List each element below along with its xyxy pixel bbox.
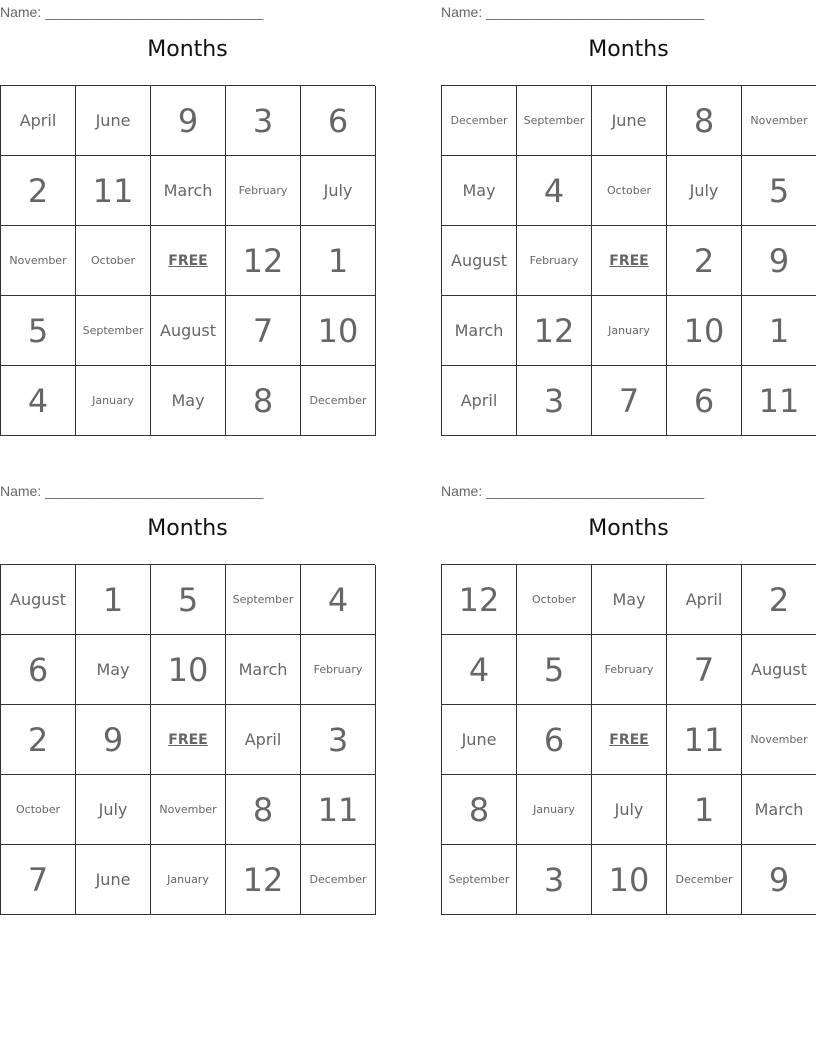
free-space: FREE [592, 226, 667, 296]
card-title: Months [147, 37, 228, 62]
bingo-cell: 2 [667, 226, 742, 296]
free-space: FREE [592, 705, 667, 775]
card-title: Months [147, 516, 228, 541]
bingo-cell: August [151, 296, 226, 366]
bingo-cell: 3 [226, 86, 301, 156]
bingo-cell: 4 [517, 156, 592, 226]
bingo-cell: 7 [592, 366, 667, 436]
bingo-cell: July [592, 775, 667, 845]
bingo-cell: 11 [301, 775, 376, 845]
bingo-grid [0, 564, 375, 915]
bingo-cell: 10 [592, 845, 667, 915]
bingo-cell: May [442, 156, 517, 226]
bingo-cell: 12 [226, 845, 301, 915]
bingo-cell: 10 [667, 296, 742, 366]
bingo-cell: 6 [1, 635, 76, 705]
bingo-cell: August [1, 565, 76, 635]
bingo-cell: November [151, 775, 226, 845]
bingo-cell: June [76, 86, 151, 156]
bingo-cell: October [1, 775, 76, 845]
bingo-cell: July [76, 775, 151, 845]
bingo-cell: June [76, 845, 151, 915]
bingo-cell: 6 [667, 366, 742, 436]
card-title: Months [588, 516, 669, 541]
bingo-cell: 3 [517, 366, 592, 436]
bingo-card-4 [441, 481, 816, 915]
bingo-cell: February [517, 226, 592, 296]
name-field-label: Name: ____________________________ [0, 483, 264, 499]
bingo-cell: 6 [301, 86, 376, 156]
bingo-cell: April [442, 366, 517, 436]
bingo-cell: 12 [517, 296, 592, 366]
bingo-grid [441, 85, 816, 436]
bingo-cell: May [592, 565, 667, 635]
free-space: FREE [151, 226, 226, 296]
bingo-cell: 5 [742, 156, 816, 226]
bingo-cell: 5 [151, 565, 226, 635]
bingo-cell: 7 [1, 845, 76, 915]
name-field-label: Name: ____________________________ [441, 4, 705, 20]
bingo-cell: 9 [76, 705, 151, 775]
bingo-cell: 5 [517, 635, 592, 705]
name-field-label: Name: ____________________________ [441, 483, 705, 499]
bingo-cell: November [1, 226, 76, 296]
bingo-cell: 12 [442, 565, 517, 635]
bingo-cell: April [667, 565, 742, 635]
bingo-cell: 10 [301, 296, 376, 366]
bingo-cell: 5 [1, 296, 76, 366]
bingo-cell: September [76, 296, 151, 366]
bingo-cell: January [592, 296, 667, 366]
bingo-cell: October [76, 226, 151, 296]
bingo-cell: 7 [226, 296, 301, 366]
bingo-cell: October [592, 156, 667, 226]
free-space: FREE [151, 705, 226, 775]
bingo-grid [0, 85, 375, 436]
bingo-cell: 3 [517, 845, 592, 915]
bingo-cell: 2 [742, 565, 816, 635]
bingo-cell: 8 [667, 86, 742, 156]
bingo-cell: December [442, 86, 517, 156]
card-title: Months [588, 37, 669, 62]
bingo-cell: 9 [742, 226, 816, 296]
bingo-cell: January [151, 845, 226, 915]
bingo-cell: 3 [301, 705, 376, 775]
bingo-cell: June [442, 705, 517, 775]
bingo-cell: 8 [226, 366, 301, 436]
bingo-cell: 11 [76, 156, 151, 226]
bingo-cell: November [742, 86, 816, 156]
bingo-cell: 12 [226, 226, 301, 296]
bingo-cell: February [592, 635, 667, 705]
bingo-cell: December [301, 366, 376, 436]
bingo-cell: 7 [667, 635, 742, 705]
bingo-cell: December [667, 845, 742, 915]
bingo-cell: March [442, 296, 517, 366]
bingo-cell: 4 [442, 635, 517, 705]
bingo-cell: 1 [76, 565, 151, 635]
bingo-cell: April [1, 86, 76, 156]
bingo-cell: September [226, 565, 301, 635]
bingo-cell: 11 [742, 366, 816, 436]
bingo-cell: October [517, 565, 592, 635]
bingo-cell: February [301, 635, 376, 705]
bingo-cell: 9 [742, 845, 816, 915]
bingo-card-1 [0, 2, 375, 436]
bingo-card-2 [441, 2, 816, 436]
bingo-cell: 4 [1, 366, 76, 436]
bingo-cell: July [301, 156, 376, 226]
bingo-cell: 1 [301, 226, 376, 296]
bingo-cell: 8 [226, 775, 301, 845]
bingo-cell: September [517, 86, 592, 156]
bingo-cell: September [442, 845, 517, 915]
bingo-cell: February [226, 156, 301, 226]
bingo-cell: May [76, 635, 151, 705]
bingo-cell: 2 [1, 156, 76, 226]
bingo-cell: 2 [1, 705, 76, 775]
bingo-cell: 1 [742, 296, 816, 366]
bingo-cell: 9 [151, 86, 226, 156]
bingo-cell: 4 [301, 565, 376, 635]
bingo-cell: 1 [667, 775, 742, 845]
bingo-cell: April [226, 705, 301, 775]
bingo-cell: January [517, 775, 592, 845]
bingo-cell: 8 [442, 775, 517, 845]
bingo-cell: June [592, 86, 667, 156]
name-field-label: Name: ____________________________ [0, 4, 264, 20]
bingo-cell: March [151, 156, 226, 226]
bingo-cell: August [442, 226, 517, 296]
bingo-cell: March [742, 775, 816, 845]
bingo-cell: March [226, 635, 301, 705]
bingo-cell: November [742, 705, 816, 775]
bingo-card-3 [0, 481, 375, 915]
bingo-cell: 6 [517, 705, 592, 775]
bingo-cell: 10 [151, 635, 226, 705]
bingo-grid [441, 564, 816, 915]
bingo-cell: July [667, 156, 742, 226]
bingo-cell: January [76, 366, 151, 436]
bingo-cell: December [301, 845, 376, 915]
bingo-cell: August [742, 635, 816, 705]
bingo-cell: May [151, 366, 226, 436]
bingo-cell: 11 [667, 705, 742, 775]
